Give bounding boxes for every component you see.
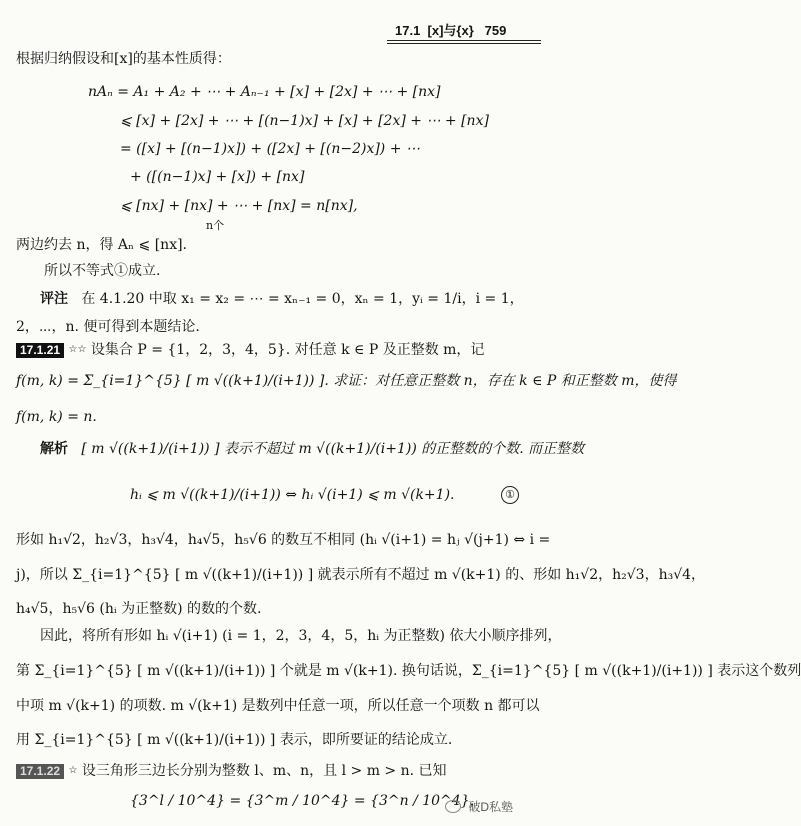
watermark <box>445 798 513 815</box>
header-rule-thin <box>387 43 541 44</box>
equation-line: = ([x] + [(n−1)x]) + ([2x] + [(n−2)x]) + ⋯ <box>120 141 420 157</box>
underbrace-label: n个 <box>206 219 225 232</box>
text-line: 用 Σ_{i=1}^{5} [ m √((k+1)/(i+1)) ] 表示，即所要证的结论成立. <box>16 732 453 748</box>
remark-line <box>40 290 524 308</box>
section-number: 17.1 <box>395 23 421 38</box>
problem-number-badge: 17.1.21 <box>16 343 64 358</box>
text-line: 2，⋯，n. 便可得到本题结论. <box>16 319 200 335</box>
equation-line: {3^l / 10^4} = {3^m / 10^4} = {3^n / 10^4}， <box>130 793 484 809</box>
equation-line: nAₙ = A₁ + A₂ + ⋯ + Aₙ₋₁ + [x] + [2x] + ⋯ + [nx] <box>88 84 441 100</box>
equation-line: f(m, k) = n. <box>16 409 97 425</box>
text-line: 形如 h₁√2，h₂√3，h₃√4，h₄√5，h₅√6 的数互不相同 (hᵢ √(i+1) = hⱼ √(j+1) ⇔ i = <box>16 532 551 548</box>
text-line: 中项 m √(k+1) 的项数. m √(k+1) 是数列中任意一项，所以任意一个项数 n 都可以 <box>16 698 540 714</box>
section-title: [x]与{x} <box>427 23 474 38</box>
remark-text: 在 4.1.20 中取 x₁ = x₂ = ⋯ = xₙ₋₁ = 0，xₙ = 1，yᵢ = 1/i，i = 1， <box>81 291 524 307</box>
text-line: 根据归纳假设和[x]的基本性质得： <box>16 51 231 67</box>
chat-bubble-icon <box>445 800 461 813</box>
analysis-text: [ m √((k+1)/(i+1)) ] 表示不超过 m √((k+1)/(i+1)) 的正整数的个数. 而正整数 <box>81 441 585 457</box>
analysis-line <box>40 440 584 458</box>
text-line: h₄√5，h₅√6 (hᵢ 为正整数) 的数的个数. <box>16 601 262 617</box>
equation-line: f(m, k) = Σ_{i=1}^{5} [ m √((k+1)/(i+1)) ]. 求证：对任意正整数 n，存在 k ∈ P 和正整数 m，使得 <box>16 373 677 389</box>
text-line: 两边约去 n，得 Aₙ ⩽ [nx]. <box>16 237 188 253</box>
text-line: 第 Σ_{i=1}^{5} [ m √((k+1)/(i+1)) ] 个就是 m √(k+1). 换句话说，Σ_{i=1}^{5} [ m √((k+1)/(i+1)) ] 表示这个数列 <box>16 663 801 679</box>
page-header <box>395 20 541 39</box>
equation-number: ① <box>501 486 519 504</box>
problem-text: 设三角形三边长分别为整数 l、m、n，且 l > m > n. 已知 <box>81 763 447 779</box>
equation-line: + ([(n−1)x] + [x]) + [nx] <box>130 169 305 185</box>
text-line: j)，所以 Σ_{i=1}^{5} [ m √((k+1)/(i+1)) ] 就表示所有不超过 m √(k+1) 的、形如 h₁√2，h₂√3，h₃√4， <box>16 567 706 583</box>
analysis-label: 解析 <box>40 441 68 457</box>
equation-line: ⩽ [nx] + [nx] + ⋯ + [nx] = n[nx], <box>120 198 358 214</box>
page-number: 759 <box>484 23 507 38</box>
text-line: 所以不等式①成立. <box>44 263 161 279</box>
remark-label: 评注 <box>40 291 68 307</box>
problem-line <box>16 762 447 780</box>
difficulty-stars-icon: ☆ <box>68 765 78 776</box>
difficulty-stars-icon: ☆☆ <box>68 344 87 355</box>
header-rule <box>387 40 541 41</box>
problem-number-badge: 17.1.22 <box>16 764 64 779</box>
equation-line: hᵢ ⩽ m √((k+1)/(i+1)) ⇔ hᵢ √(i+1) ⩽ m √(k+1). <box>130 487 455 503</box>
problem-text: 设集合 P = {1，2，3，4，5}. 对任意 k ∈ P 及正整数 m，记 <box>90 342 485 358</box>
text-line: 因此，将所有形如 hᵢ √(i+1) (i = 1，2，3，4，5，hᵢ 为正整数) 依大小顺序排列， <box>40 628 562 644</box>
equation-line: ⩽ [x] + [2x] + ⋯ + [(n−1)x] + [x] + [2x] + ⋯ + [nx] <box>120 113 489 129</box>
problem-line <box>16 341 484 359</box>
watermark-text: 破D私塾 <box>468 800 514 814</box>
